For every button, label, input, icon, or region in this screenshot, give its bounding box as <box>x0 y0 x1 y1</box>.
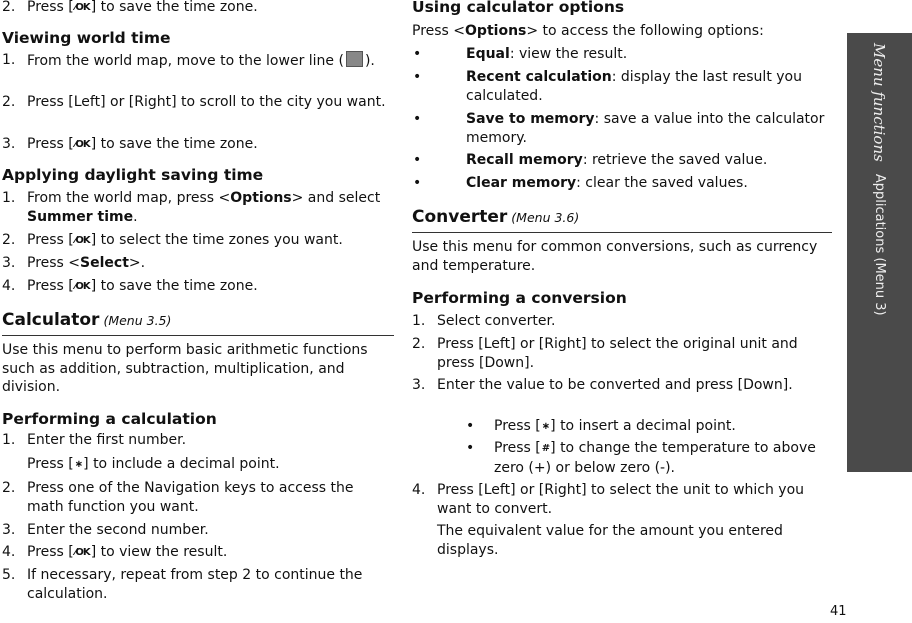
text: ] to save the time zone. <box>90 136 258 152</box>
bold-term: Select <box>80 255 129 271</box>
text: Viewing world time <box>2 29 171 47</box>
text: > to access the following options: <box>526 23 764 39</box>
ok-key-icon: ⁄OK <box>74 139 90 150</box>
text: Performing a calculation <box>2 410 217 428</box>
lower-line-icon <box>346 51 363 67</box>
bold-term: Equal <box>466 46 510 62</box>
text: : display the last result you calculated. <box>466 69 802 104</box>
bold-term: Options <box>465 23 527 39</box>
text-item <box>412 376 832 395</box>
step-number: 3. <box>2 522 16 538</box>
text: > and select <box>291 190 381 206</box>
text: Press [Left] or [Right] to scroll to the city you want. <box>27 94 386 110</box>
text: Enter the value to be converted and press [Down]. <box>437 377 793 393</box>
text: : view the result. <box>509 46 628 62</box>
text: Enter the second number. <box>27 522 209 538</box>
text-item <box>412 312 832 331</box>
text-item <box>412 238 832 275</box>
text-item <box>2 231 394 251</box>
text: Use this menu to perform basic arithmetic functions such as addition, subtraction, multiplication, and division. <box>2 342 368 395</box>
text-item <box>412 110 832 147</box>
text-item <box>412 68 832 105</box>
text-item <box>2 543 394 563</box>
text-item <box>412 439 832 477</box>
section-heading <box>412 208 832 233</box>
step-number: 2. <box>2 232 16 248</box>
text-item <box>412 174 832 193</box>
step-number: 4. <box>2 278 16 294</box>
text-item <box>2 0 394 18</box>
step-number: 1. <box>412 313 426 329</box>
subheading <box>2 166 394 185</box>
text: Select converter. <box>437 313 556 329</box>
text-item <box>2 566 394 603</box>
text-item <box>412 481 832 518</box>
text: : retrieve the saved value. <box>582 152 768 168</box>
text: Performing a conversion <box>412 289 627 307</box>
bullet-icon: • <box>466 418 475 434</box>
text-item <box>412 417 832 437</box>
bold-term: Recent calculation <box>466 69 612 85</box>
bullet-icon: • <box>413 46 422 62</box>
bullet-icon: • <box>413 69 422 85</box>
step-number: 2. <box>2 0 16 15</box>
text-item <box>2 341 394 397</box>
text: ] to view the result. <box>90 544 228 560</box>
subheading <box>412 289 832 308</box>
text-item <box>412 22 832 41</box>
ok-key-icon: ⁄OK <box>74 281 90 292</box>
text: ] to insert a decimal point. <box>550 418 736 434</box>
text: If necessary, repeat from step 2 to continue the calculation. <box>27 567 363 602</box>
step-number: 4. <box>412 482 426 498</box>
text: . <box>133 208 138 225</box>
text-item <box>2 479 394 516</box>
bullet-icon: • <box>413 111 422 127</box>
text: : save a value into the calculator memory. <box>466 111 825 146</box>
text-item <box>2 277 394 297</box>
text: Press [ <box>27 232 74 248</box>
menu-reference: (Menu 3.6) <box>511 210 580 225</box>
text: Press [ <box>27 278 74 294</box>
text-item <box>2 93 394 112</box>
subheading <box>2 410 394 429</box>
bullet-icon: • <box>413 175 422 191</box>
text-item <box>2 431 394 450</box>
text: Press [ <box>494 440 541 456</box>
text-item <box>2 189 394 226</box>
text-item <box>2 455 394 475</box>
ok-key-icon: ⁄OK <box>74 2 90 13</box>
ok-key-icon: ⁄OK <box>74 547 90 558</box>
ok-key-icon: ⁄OK <box>74 235 90 246</box>
text: Press [ <box>27 0 74 15</box>
text-item <box>412 335 832 372</box>
bold-term: Summer time <box>27 208 134 225</box>
text: Use this menu for common conversions, such as currency and temperature. <box>412 239 818 274</box>
step-number: 2. <box>412 336 426 352</box>
text: From the world map, move to the lower line ( <box>27 53 344 69</box>
text: Using calculator options <box>412 0 625 16</box>
text: ] to include a decimal point. <box>83 456 280 472</box>
text: ] to save the time zone. <box>90 0 258 15</box>
step-number: 3. <box>2 255 16 271</box>
step-number: 1. <box>2 432 16 448</box>
text: Press [Left] or [Right] to select the unit to which you want to convert. <box>437 482 805 517</box>
menu-reference: (Menu 3.5) <box>103 313 172 328</box>
page-number: 41 <box>830 604 847 619</box>
text: Press one of the Navigation keys to access the math function you want. <box>27 480 354 515</box>
text: : clear the saved values. <box>576 175 748 191</box>
chapter-tab <box>847 33 912 472</box>
text: From the world map, press < <box>27 190 231 206</box>
bold-term: Options <box>230 190 292 206</box>
text: Enter the first number. <box>27 432 187 448</box>
text-item <box>2 51 394 71</box>
text: >. <box>128 255 146 271</box>
text-item <box>2 254 394 273</box>
text: Press [Left] or [Right] to select the original unit and press [Down]. <box>437 336 798 371</box>
text: ] to select the time zones you want. <box>90 232 343 248</box>
section-title: Calculator <box>2 310 100 330</box>
star-key-icon: ∗ <box>541 421 550 432</box>
bold-term: Recall memory <box>466 152 583 168</box>
text-item <box>2 521 394 540</box>
chapter-subtitle: Applications (Menu 3) <box>872 173 887 316</box>
step-number: 1. <box>2 52 16 68</box>
bold-term: Save to memory <box>466 111 595 127</box>
text-item <box>412 522 832 559</box>
step-number: 4. <box>2 544 16 560</box>
step-number: 3. <box>2 136 16 152</box>
hash-key-icon: # <box>541 443 550 454</box>
subheading <box>412 0 832 17</box>
text: Press < <box>412 23 466 39</box>
bullet-icon: • <box>466 440 475 456</box>
step-number: 1. <box>2 190 16 206</box>
text: Press [ <box>27 544 74 560</box>
chapter-title: Menu functions <box>870 43 889 162</box>
bullet-icon: • <box>413 152 422 168</box>
step-number: 2. <box>2 480 16 496</box>
text-item <box>412 45 832 64</box>
bold-term: Clear memory <box>466 175 577 191</box>
text: Press < <box>27 255 81 271</box>
step-number: 5. <box>2 567 16 583</box>
text: The equivalent value for the amount you entered displays. <box>437 523 783 558</box>
text: ] to save the time zone. <box>90 278 258 294</box>
text-item <box>412 151 832 170</box>
section-heading <box>2 311 394 336</box>
text: ] to change the temperature to above zero (+) or below zero (-). <box>494 440 816 476</box>
text-item <box>2 135 394 155</box>
subheading <box>2 29 394 48</box>
section-title: Converter <box>412 207 508 227</box>
text: Press [ <box>494 418 541 434</box>
star-key-icon: ∗ <box>74 459 83 470</box>
text: ). <box>364 53 375 69</box>
step-number: 2. <box>2 94 16 110</box>
step-number: 3. <box>412 377 426 393</box>
text: Applying daylight saving time <box>2 166 264 184</box>
text: Press [ <box>27 456 74 472</box>
text: Press [ <box>27 136 74 152</box>
